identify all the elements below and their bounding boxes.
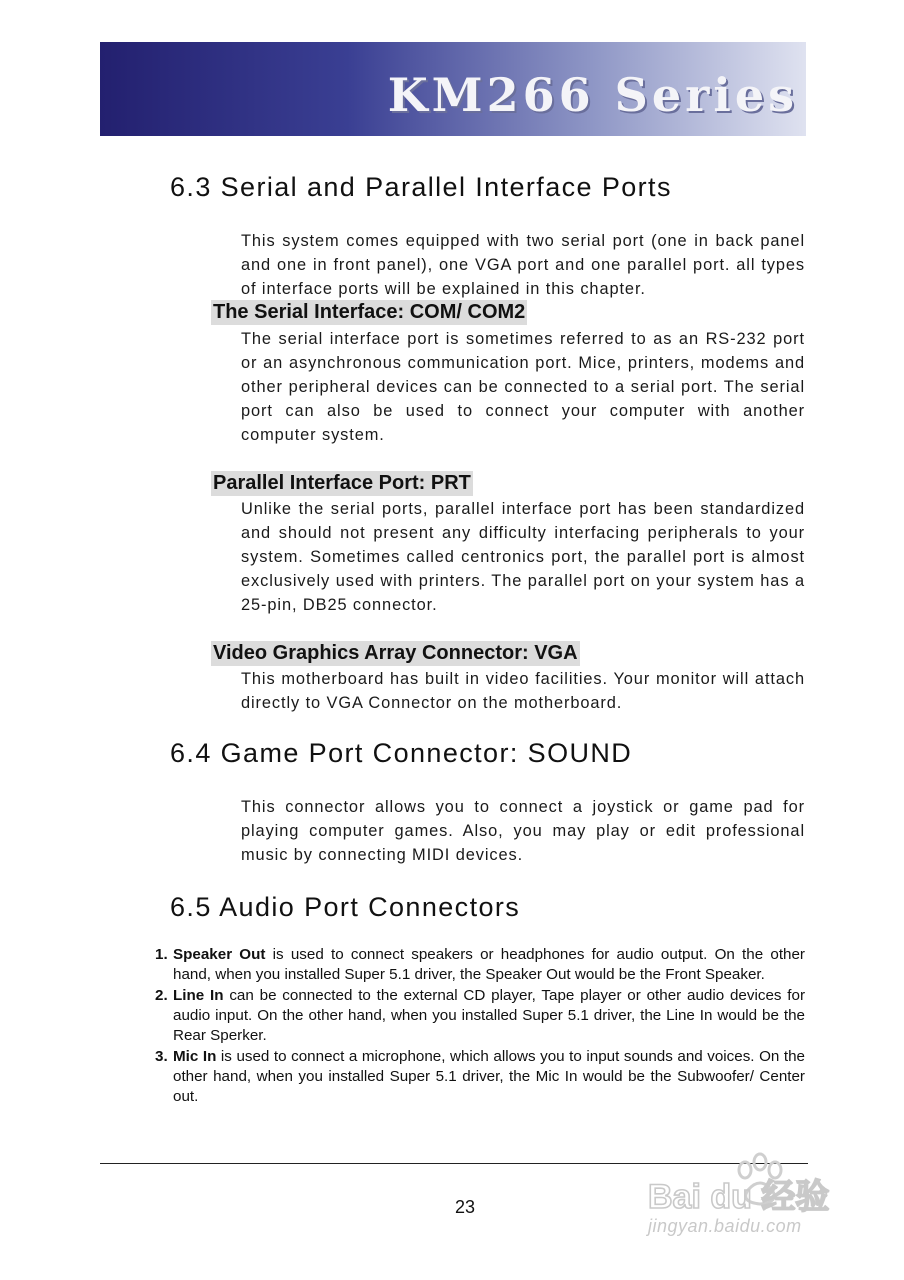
serial-interface-heading: The Serial Interface: COM/ COM2 [213, 301, 526, 323]
list-item [155, 945, 805, 985]
list-item-desc: can be connected to the external CD player, Tape player or other audio devices for audio input. On the other hand, when you installed Super 5.1 driver, the Line In would be the Rear Sperker. [173, 987, 806, 1044]
series-title: KM266 Series [387, 68, 798, 122]
section-6-3-title: 6.3 Serial and Parallel Interface Ports [170, 172, 672, 202]
list-item [155, 1047, 805, 1107]
section-6-3-intro: This system comes equipped with two serial port (one in back panel and one in front panel), one VGA port and one parallel port. all types of interface ports will be explained in this chapter. [241, 232, 805, 298]
section-6-5-title: 6.5 Audio Port Connectors [170, 892, 521, 922]
list-item [155, 986, 805, 1046]
list-item-number: 2. [155, 987, 168, 1004]
section-6-4-title: 6.4 Game Port Connector: SOUND [170, 738, 633, 768]
page-number: 23 [454, 1197, 476, 1217]
list-item-text [173, 945, 805, 985]
serial-interface-body: The serial interface port is sometimes referred to as an RS-232 port or an asynchronous communication port. Mice, printers, modems and other peripheral devices can be connected to a serial port. The serial port can also be used to connect your computer with another computer system. [241, 330, 805, 444]
watermark-url: jingyan.baidu.com [648, 1216, 802, 1236]
list-item-label: Mic In [173, 1048, 217, 1065]
section-6-4-body: This connector allows you to connect a joystick or game pad for playing computer games. Also, you may play or edit professional music by connecting MIDI devices. [241, 798, 805, 864]
list-item-desc: is used to connect speakers or headphones for audio output. On the other hand, when you installed Super 5.1 driver, the Speaker Out would be the Front Speaker. [173, 946, 805, 983]
list-item-label: Speaker Out [173, 946, 266, 963]
list-item-text [173, 986, 805, 1046]
audio-port-list [155, 945, 805, 1108]
list-item-desc: is used to connect a microphone, which allows you to input sounds and voices. On the other hand, when you installed Super 5.1 driver, the Mic In would be the Subwoofer/ Center out. [173, 1048, 805, 1105]
list-item-text [173, 1047, 805, 1107]
parallel-port-heading: Parallel Interface Port: PRT [213, 472, 471, 494]
header-banner [100, 42, 806, 136]
vga-connector-heading: Video Graphics Array Connector: VGA [213, 642, 578, 664]
watermark-brand: Bai du 经验 [648, 1178, 830, 1216]
list-item-number: 1. [155, 946, 168, 963]
vga-connector-body: This motherboard has built in video facilities. Your monitor will attach directly to VGA Connector on the motherboard. [241, 670, 805, 712]
list-item-number: 3. [155, 1048, 168, 1065]
parallel-port-body: Unlike the serial ports, parallel interface port has been standardized and should not present any difficulty interfacing peripherals to your system. Sometimes called centronics port, the parallel port is almost exclusively used with printers. The parallel port on your system has a 25-pin, DB25 connector. [241, 500, 805, 614]
list-item-label: Line In [173, 987, 224, 1004]
